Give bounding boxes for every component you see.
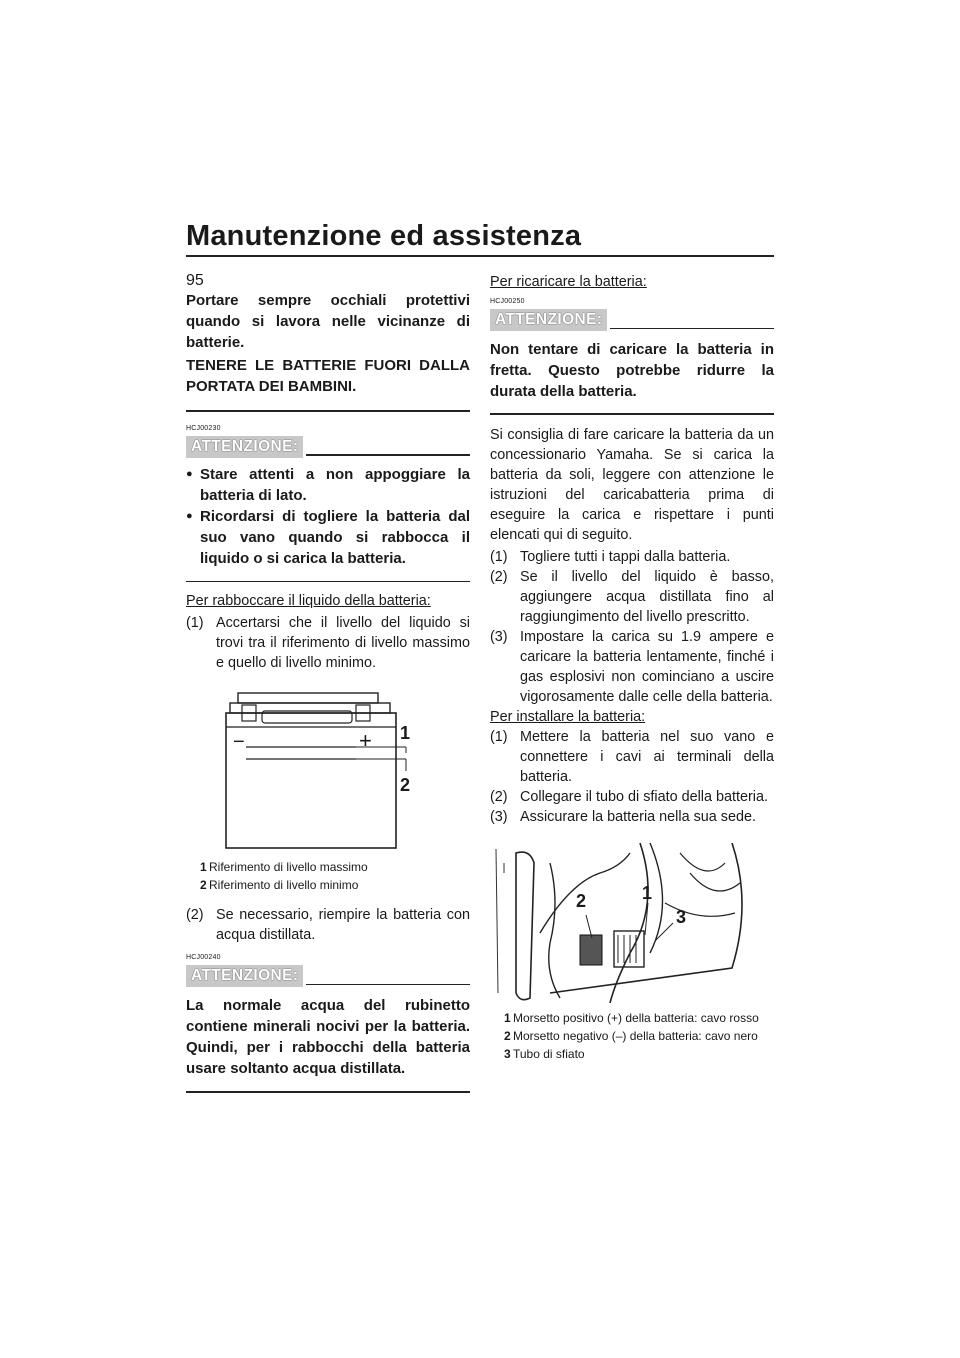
charge-step [490,627,774,707]
step-text: Se necessario, riempire la batteria con acqua distillata. [216,907,470,943]
attention-rule [306,454,470,456]
left-column [186,290,470,1093]
install-step [490,787,774,807]
battery-compartment-photo [490,843,750,1003]
attention-bullet [186,506,470,569]
step-text: Accertarsi che il livello del liquido si trovi tra il riferimento di livello massimo e quello di livello minimo. [216,615,470,671]
battery-compartment-illustration [490,843,750,1003]
attention-end-rule [186,581,470,583]
figure-callout-2: 2 [400,775,411,795]
attention-rule [306,984,470,986]
install-step [490,807,774,827]
charge-step [490,547,774,567]
caption-text: Morsetto negativo (–) della batteria: cavo nero [513,1028,758,1043]
step-number: (1) [490,728,508,745]
warning-end-rule [186,410,470,412]
page-number: 95 [186,272,204,289]
install-steps [490,727,774,827]
photo-callout-2: 2 [576,890,587,911]
page-title: Manutenzione ed assistenza [186,220,582,252]
warning-text-goggles: Portare sempre occhiali protettivi quando si lavora nelle vicinanze di batterie. [186,292,470,351]
charge-paragraph: Si consiglia di fare caricare la batteria da un concessionario Yamaha. Se si carica la batteria da soli, leggere con attenzione le istruzioni del caricabatteria prima di eseguire la carica e rispettare i punti elencati qui di seguito. [490,426,774,543]
attention-code: HCJ00250 [490,298,525,305]
figure-minus-sign: − [233,731,245,753]
charge-step [490,567,774,627]
bullet-text: Stare attenti a non appoggiare la batteria di lato. [200,465,470,504]
photo-callout-1: 1 [642,882,653,903]
header-rule [186,255,774,257]
attention-code: HCJ00230 [186,424,221,432]
caption-text: Tubo di sfiato [513,1046,585,1061]
step-number: (2) [186,907,204,923]
attention-box-2 [186,953,470,1093]
caption-number: 2 [200,878,207,892]
figure-plus-sign: + [359,728,372,753]
caption-item [504,1029,774,1044]
step-text: Mettere la batteria nel suo vano e connettere i cavi ai terminali della batteria. [520,728,774,785]
attention-text: Non tentare di caricare la batteria in fretta. Questo potrebbe ridurre la durata della batteria. [490,341,774,400]
install-step [490,727,774,787]
caption-item [504,1011,774,1026]
attention-code: HCJ00240 [186,954,221,961]
attention-text: La normale acqua del rubinetto contiene minerali nocivi per la batteria. Quindi, per i rabbocchi della batteria usare soltanto acqua distillata. [186,997,470,1077]
charge-steps [490,547,774,707]
attention-end-rule [490,413,774,415]
caption-text: Riferimento di livello massimo [209,860,368,874]
step-text: Assicurare la batteria nella sua sede. [520,808,756,825]
attention-badge: ATTENZIONE: [186,965,303,987]
attention-bullet [186,464,470,506]
photo-captions [490,1011,774,1062]
attention-badge: ATTENZIONE: [186,436,303,458]
attention-end-rule [186,1091,470,1093]
refill-step-1 [186,613,470,673]
step-text: Se il livello del liquido è basso, aggiungere acqua distillata fino al raggiungimento del livello prescritto. [520,568,774,625]
attention-box-1 [186,424,470,583]
caption-number: 1 [200,860,207,874]
caption-item [200,860,470,875]
step-text: Collegare il tubo di sfiato della batteria. [520,788,768,805]
step-number: (1) [490,548,508,565]
photo-callout-3: 3 [676,906,687,927]
step-number: (3) [490,628,508,645]
step-text: Togliere tutti i tappi dalla batteria. [520,548,731,565]
bullet-icon: ● [186,509,193,522]
install-heading: Per installare la batteria: [490,708,646,725]
step-text: Impostare la carica su 1.9 ampere e caricare la batteria lentamente, finché i gas esplosivi non cominciano a uscire vigorosamente dalle celle della batteria. [520,628,774,705]
caption-item [200,878,470,893]
warning-text-children: TENERE LE BATTERIE FUORI DALLA PORTATA DEI BAMBINI. [186,357,470,395]
attention-box-3 [490,297,774,415]
step-number: (1) [186,615,204,631]
right-column [490,272,774,1062]
refill-heading: Per rabboccare il liquido della batteria: [186,593,431,609]
caption-item [504,1047,774,1062]
refill-step-2 [186,905,470,945]
step-number: (2) [490,568,508,585]
attention-badge: ATTENZIONE: [490,309,607,331]
caption-number: 3 [504,1046,511,1061]
battery-illustration [206,687,456,857]
figure-captions [186,860,470,893]
caption-number: 1 [504,1010,511,1025]
figure-callout-1: 1 [400,723,411,743]
charge-heading: Per ricaricare la batteria: [490,274,647,290]
battery-level-figure [206,687,456,857]
step-number: (2) [490,788,508,805]
attention-rule [610,328,774,330]
caption-number: 2 [504,1028,511,1043]
bullet-icon: ● [186,467,193,480]
caption-text: Morsetto positivo (+) della batteria: cavo rosso [513,1010,759,1025]
step-number: (3) [490,808,508,825]
caption-text: Riferimento di livello minimo [209,878,359,892]
bullet-text: Ricordarsi di togliere la batteria dal suo vano quando si rabbocca il liquido o si carica la batteria. [200,507,470,567]
